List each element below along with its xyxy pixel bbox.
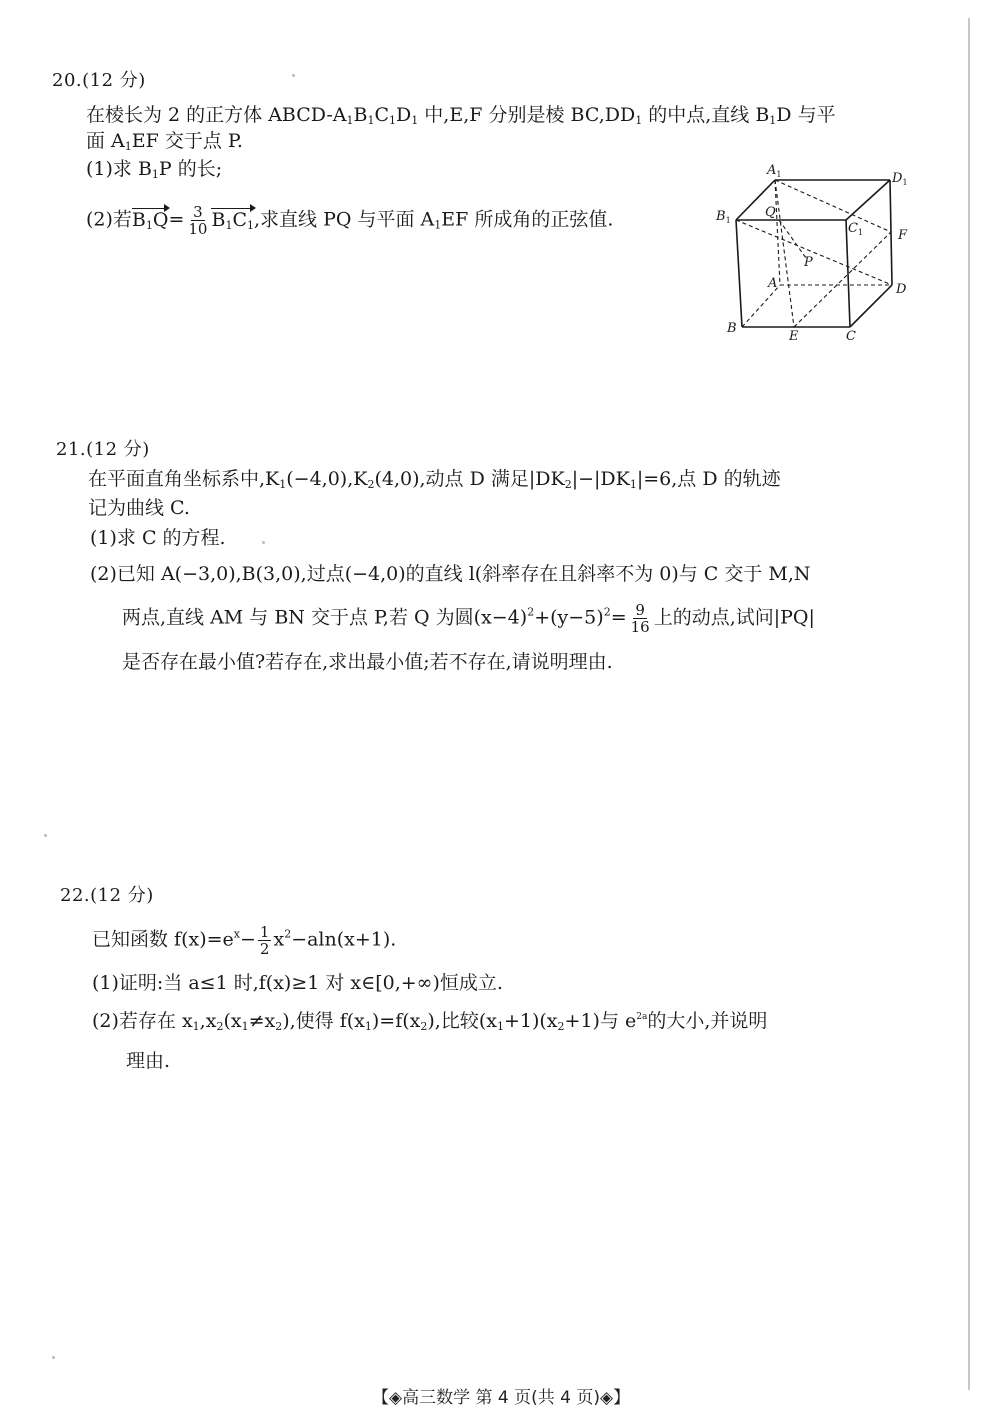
q22-header: [60, 881, 154, 907]
label-A: A: [768, 276, 778, 291]
q22-stem: 已知函数 $f(x)=e^x-$ $\frac{1}{2}$ $x^2-aln(x+1)$.: [92, 923, 397, 958]
fraction-9-16: $\frac{9}{16}$: [630, 601, 650, 636]
scan-speck: [44, 834, 47, 837]
label-B: B: [727, 321, 737, 336]
q22-score: (12 分): [90, 885, 154, 906]
fraction-1-2: $\frac{1}{2}$: [259, 923, 270, 958]
scan-speck: [262, 541, 265, 544]
vector-b1q: $B_1Q$: [131, 208, 169, 232]
q21-part2-line3: 是否存在最小值?若存在,求出最小值;若不存在,请说明理由.: [122, 651, 613, 673]
q22-part2-line2: 理由.: [126, 1050, 171, 1072]
label-P: P: [804, 255, 813, 270]
label-C1: $C_1$: [848, 221, 864, 237]
q20-header: [52, 66, 146, 92]
q20-stem-line1: 在棱长为 2 的正方体 ABCD-$A_1B_1C_1D_1$ 中,E,F 分别是棱 $BC,DD_1$ 的中点,直线 $B_1D$ 与平: [86, 104, 836, 127]
label-D1: $D_1$: [892, 171, 908, 187]
vector-b1c1: $B_1C_1$: [211, 208, 254, 232]
q22-number: 22.: [60, 885, 91, 906]
scan-speck: [52, 1356, 55, 1359]
label-A1: $A_1$: [767, 163, 782, 179]
q21-part2-line2: 两点,直线 AM 与 BN 交于点 P,若 Q 为圆$(x-4)^2+(y-5)^2=$ $\frac{9}{16}$ 上的动点,试问|PQ|: [122, 601, 815, 636]
q20-stem-line2: 面 $A_1EF$ 交于点 P.: [86, 130, 243, 153]
q21-header: [56, 435, 150, 461]
q21-stem-line2: 记为曲线 C.: [88, 497, 190, 519]
q21-number: 21.: [56, 439, 87, 460]
q22-part2-line1: (2)若存在 $x_1,x_2(x_1\ne x_2)$,使得 $f(x_1)=f(x_2)$,比较$(x_1+1)(x_2+1)$与 $e^{2a}$的大小,并说明: [92, 1010, 768, 1033]
cube-figure: [712, 160, 922, 345]
q21-score: (12 分): [86, 439, 150, 460]
label-C: C: [846, 329, 856, 344]
q20-score: (12 分): [82, 70, 146, 91]
q20-number: 20.: [52, 70, 83, 91]
q20-part2: (2)若$B_1Q=$ $\frac{3}{10}$ $B_1C_1$,求直线 PQ 与平面 $A_1EF$ 所成角的正弦值.: [86, 203, 614, 238]
q22-part1: (1)证明:当 a≤1 时,f(x)≥1 对 x∈[0,+∞)恒成立.: [92, 972, 503, 994]
label-E: E: [789, 329, 799, 344]
label-D: D: [896, 282, 907, 297]
scan-speck: [292, 74, 295, 77]
page-footer: 【◈高三数学 第 4 页(共 4 页)◈】: [372, 1388, 631, 1408]
q20-part1: (1)求 $B_1P$ 的长;: [86, 158, 223, 181]
label-Q: Q: [765, 205, 776, 220]
q21-part1: (1)求 C 的方程.: [90, 527, 226, 549]
q21-stem-line1: 在平面直角坐标系中$,K_1(-4,0),K_2(4,0)$,动点 D 满足$|DK_2|-|DK_1|=6$,点 D 的轨迹: [88, 468, 781, 491]
fraction-3-10: $\frac{3}{10}$: [188, 203, 208, 238]
q21-part2-line1: (2)已知 A(−3,0),B(3,0),过点(−4,0)的直线 l(斜率存在且斜率不为 0)与 C 交于 M,N: [90, 563, 811, 585]
label-F: F: [898, 228, 908, 243]
label-B1: $B_1$: [716, 209, 731, 225]
